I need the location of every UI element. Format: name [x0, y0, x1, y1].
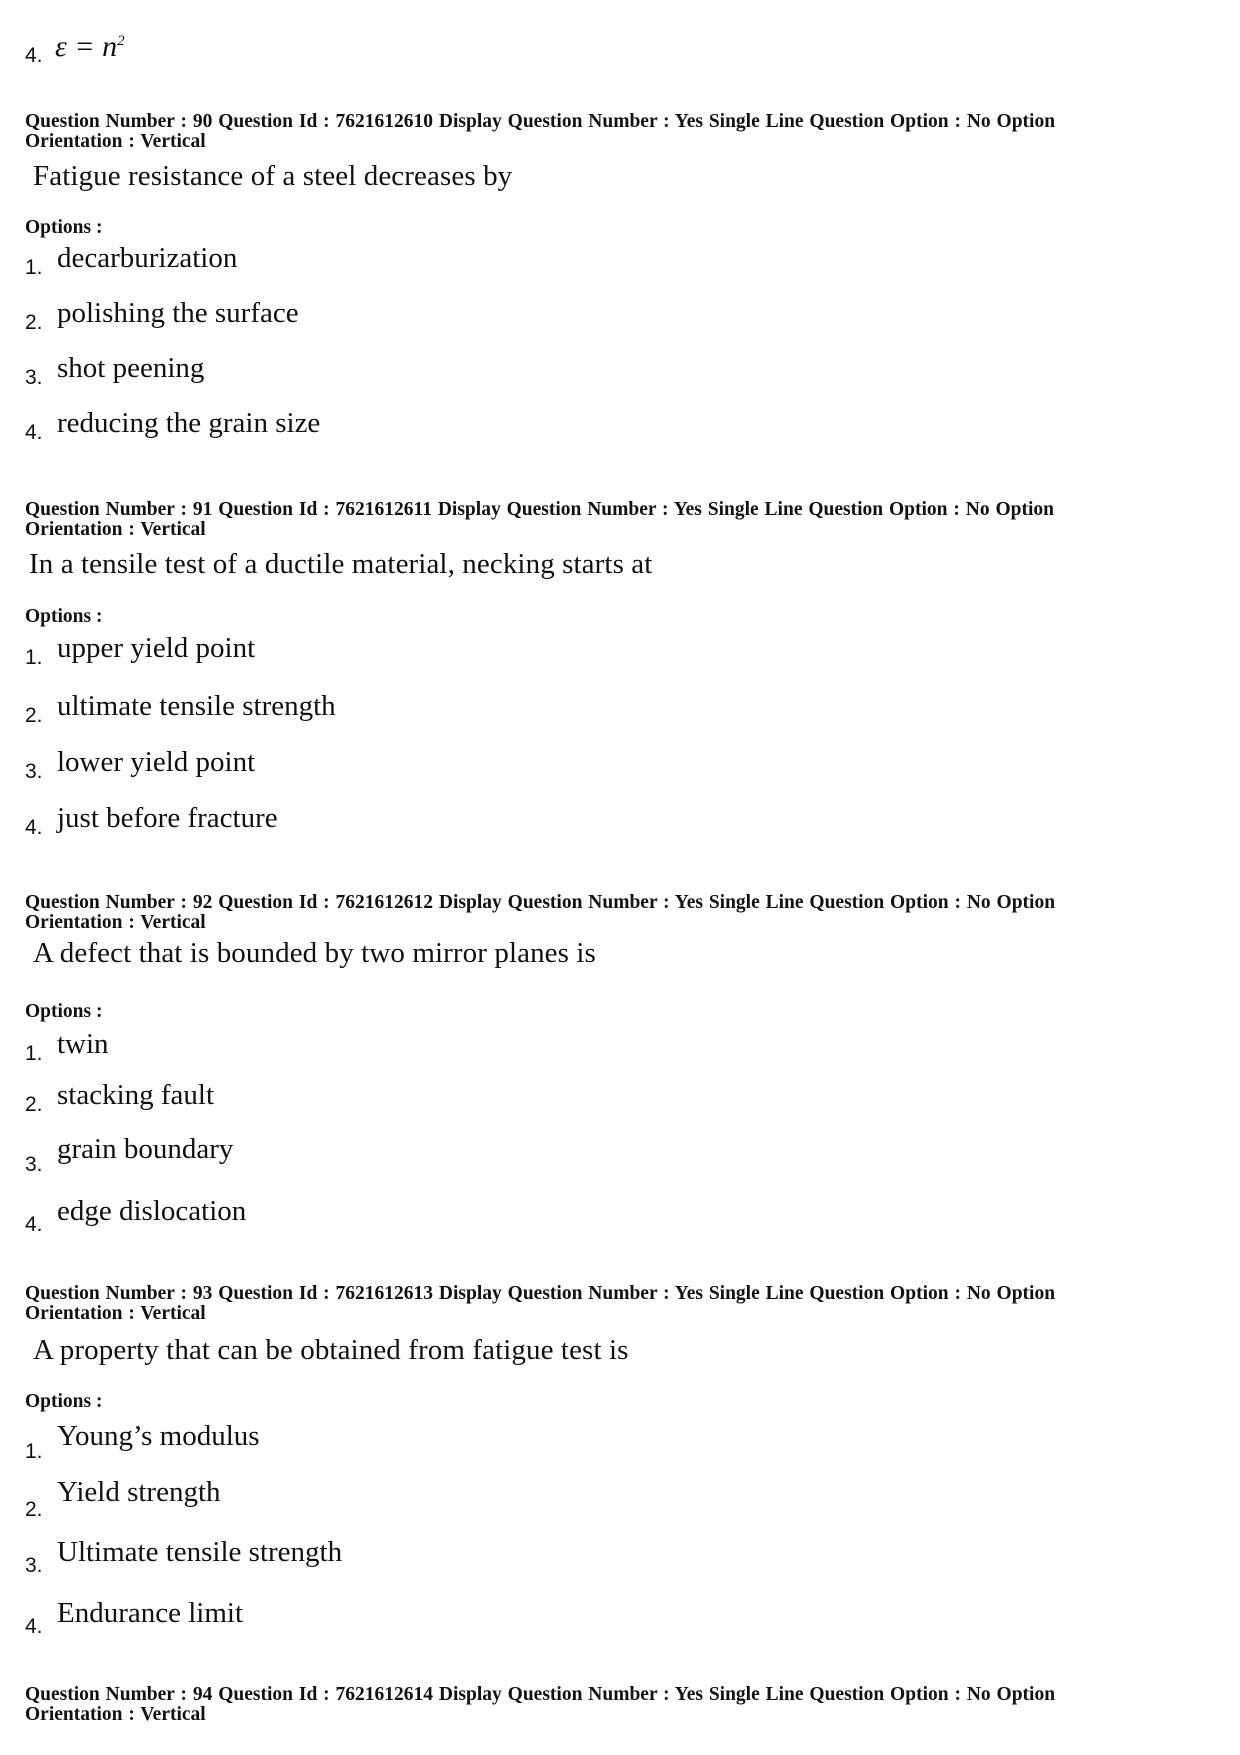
question-meta-line-2: Orientation : Vertical: [25, 519, 206, 540]
option-number: 1.: [25, 1440, 43, 1463]
question-meta-line-1: Question Number : 93 Question Id : 7621612613 Display Question Number : Yes Single Line Question Option : No Option: [25, 1283, 1056, 1304]
option-number: 2.: [25, 311, 43, 334]
option-text: Yield strength: [57, 1476, 221, 1508]
option-text: shot peening: [57, 352, 205, 384]
option-3: [0, 1536, 700, 1576]
option-2: [0, 297, 700, 337]
option-number: 3.: [25, 366, 43, 389]
options-label: Options :: [25, 1001, 103, 1022]
option-4: [0, 1597, 700, 1637]
options-label: Options :: [25, 1391, 103, 1412]
option-2: [0, 690, 700, 730]
option-text: Young’s modulus: [57, 1420, 260, 1452]
question-meta: [25, 1284, 1205, 1324]
option-text: upper yield point: [57, 632, 256, 664]
option-number: 3.: [25, 760, 43, 783]
options-label: Options :: [25, 606, 103, 627]
option-number: 1.: [25, 646, 43, 669]
option-text: reducing the grain size: [57, 407, 321, 439]
option-text: edge dislocation: [57, 1195, 247, 1227]
question-meta: [25, 893, 1205, 933]
formula-base: ε = n: [55, 30, 118, 63]
question-meta-line-2: Orientation : Vertical: [25, 131, 206, 152]
option-number: 3.: [25, 1554, 43, 1577]
option-formula: [55, 30, 125, 64]
option-4: [0, 407, 700, 447]
option-number: 4.: [25, 44, 43, 67]
option-2: [0, 1476, 700, 1521]
option-1: [0, 1420, 700, 1463]
option-text: lower yield point: [57, 746, 256, 778]
option-4: [0, 1195, 700, 1235]
option-number: 2.: [25, 1093, 43, 1116]
question-meta-line-1: Question Number : 90 Question Id : 7621612610 Display Question Number : Yes Single Line Question Option : No Option: [25, 111, 1056, 132]
question-meta-line-2: Orientation : Vertical: [25, 912, 206, 933]
option-number: 1.: [25, 1042, 43, 1065]
option-1: [0, 242, 700, 282]
option-1: [0, 632, 700, 672]
option-number: 1.: [25, 256, 43, 279]
option-text: polishing the surface: [57, 297, 299, 329]
question-meta-line-2: Orientation : Vertical: [25, 1303, 206, 1324]
option-number: 3.: [25, 1153, 43, 1176]
option-3: [0, 1133, 700, 1176]
option-text: stacking fault: [57, 1079, 215, 1111]
option-4: [0, 802, 700, 842]
question-meta-line-1: Question Number : 91 Question Id : 7621612611 Display Question Number : Yes Single Line Question Option : No Option: [25, 499, 1054, 520]
option-3: [0, 352, 700, 392]
option-2: [0, 1079, 700, 1119]
option-number: 4.: [25, 1213, 43, 1236]
option-1: [0, 1028, 700, 1068]
option-number: 2.: [25, 1498, 43, 1521]
option-text: ultimate tensile strength: [57, 690, 336, 722]
option-text: Endurance limit: [57, 1597, 244, 1629]
option-text: twin: [57, 1028, 109, 1060]
question-text: A defect that is bounded by two mirror planes is: [33, 937, 596, 969]
option-number: 4.: [25, 421, 43, 444]
formula-exponent: 2: [117, 33, 125, 49]
option-text: just before fracture: [57, 802, 278, 834]
question-text: Fatigue resistance of a steel decreases by: [33, 160, 513, 192]
option-number: 4.: [25, 1615, 43, 1638]
question-meta: [25, 500, 1205, 540]
option-3: [0, 746, 700, 786]
option-number: 2.: [25, 704, 43, 727]
question-text: In a tensile test of a ductile material, necking starts at: [29, 548, 653, 580]
question-text: A property that can be obtained from fatigue test is: [33, 1334, 629, 1366]
options-label: Options :: [25, 217, 103, 238]
question-meta-line-1: Question Number : 92 Question Id : 7621612612 Display Question Number : Yes Single Line Question Option : No Option: [25, 892, 1056, 913]
option-number: 4.: [25, 816, 43, 839]
option-text: Ultimate tensile strength: [57, 1536, 343, 1568]
option-text: grain boundary: [57, 1133, 234, 1165]
question-meta: [25, 1685, 1205, 1725]
option-text: decarburization: [57, 242, 238, 274]
question-meta-line-2: Orientation : Vertical: [25, 1704, 206, 1725]
question-meta-line-1: Question Number : 94 Question Id : 7621612614 Display Question Number : Yes Single Line Question Option : No Option: [25, 1684, 1056, 1705]
question-meta: [25, 112, 1205, 152]
